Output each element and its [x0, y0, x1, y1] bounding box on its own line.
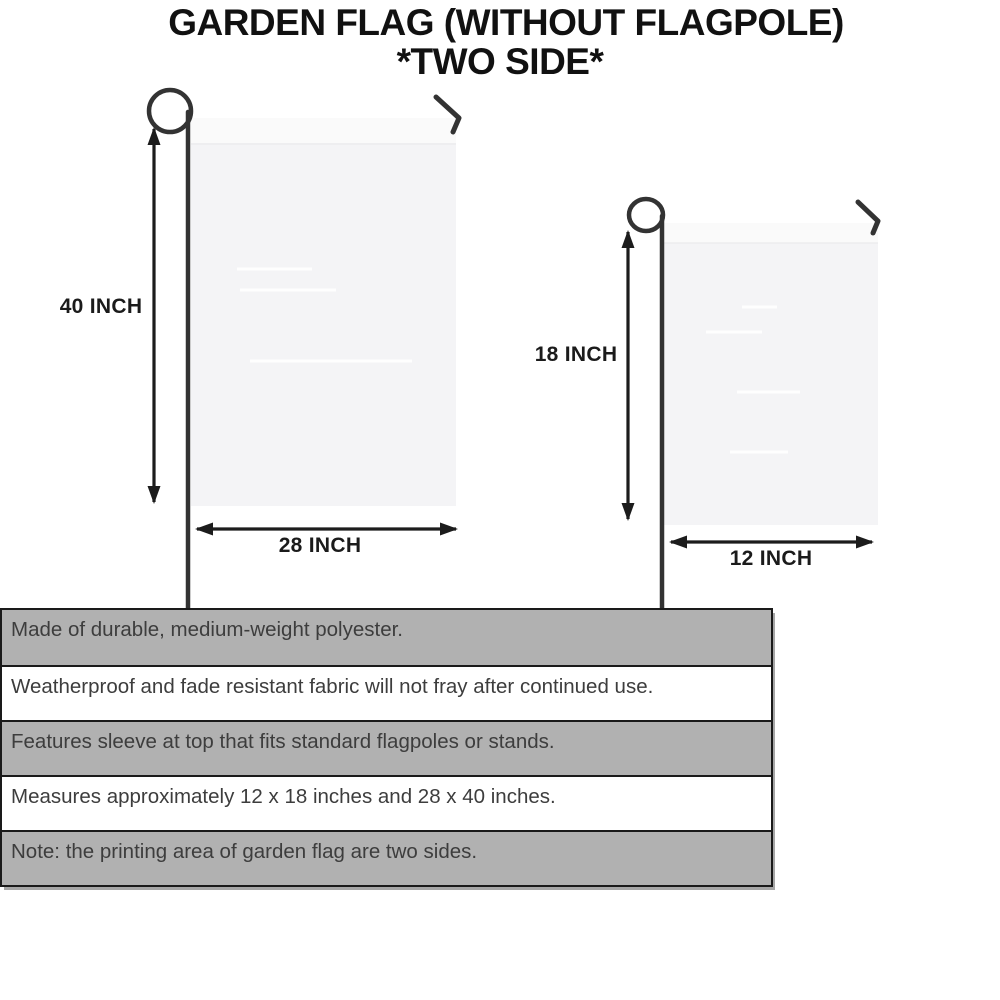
title-line-1: GARDEN FLAG (WITHOUT FLAGPOLE)	[168, 2, 844, 43]
spec-row-weatherproof: Weatherproof and fade resistant fabric will not fray after continued use.	[2, 665, 771, 720]
spec-row-material: Made of durable, medium-weight polyester.	[2, 610, 771, 665]
large-flag-sleeve	[191, 118, 456, 143]
small-flag-width-label: 12 INCH	[729, 547, 813, 570]
large-flag	[149, 90, 459, 611]
spec-row-sleeve: Features sleeve at top that fits standard flagpoles or stands.	[2, 720, 771, 775]
small-flag-height-label: 18 INCH	[534, 343, 618, 366]
small-flag-fabric	[664, 223, 878, 525]
small-flag-pole-loop	[629, 199, 663, 231]
small-flag-sleeve	[664, 223, 878, 243]
title-line-2: *TWO SIDE*	[396, 41, 604, 82]
spec-row-measures: Measures approximately 12 x 18 inches and 28 x 40 inches.	[2, 775, 771, 830]
large-flag-width-label: 28 INCH	[278, 534, 362, 557]
large-flag-fabric	[191, 118, 456, 506]
spec-row-note: Note: the printing area of garden flag are two sides.	[2, 830, 771, 885]
spec-table	[0, 608, 773, 887]
large-flag-pole-loop	[149, 90, 191, 132]
large-flag-height-label: 40 INCH	[59, 295, 143, 318]
